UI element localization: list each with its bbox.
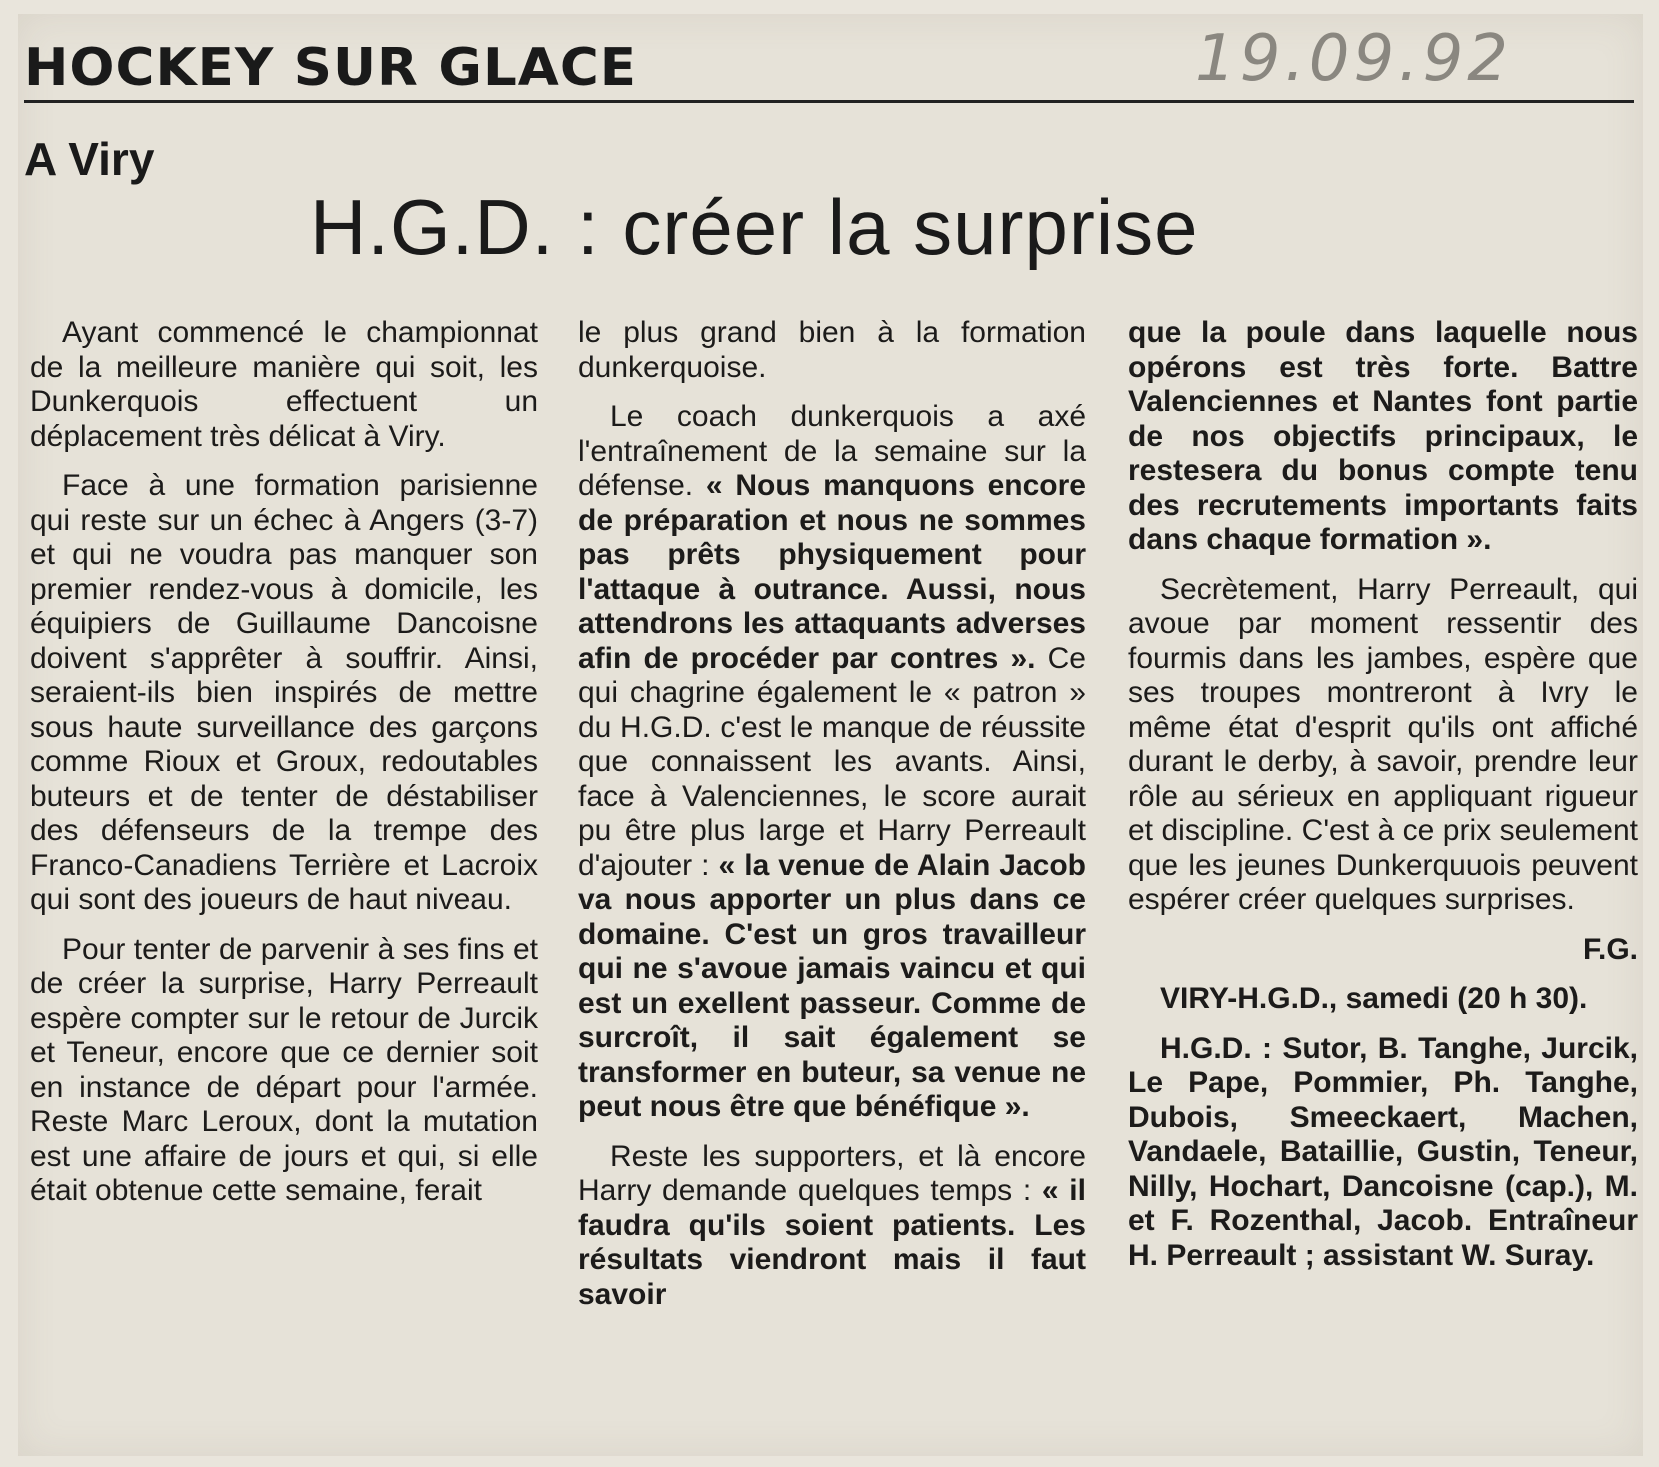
paragraph [578, 1140, 1086, 1313]
paragraph [578, 400, 1086, 1125]
quote: « Nous manquons encore de préparation et nous ne sommes pas prêts physiquement pour l'attaque à outrance. Aussi, nous attendrons les attaquants adverses afin de procéder par contres ». [578, 469, 1086, 675]
byline: F.G. [1582, 932, 1638, 966]
kicker: A Viry [24, 133, 155, 185]
text-run: Ce qui chagrine également le « patron » du H.G.D. c'est le manque de réussite que connaissent les avants. Ainsi, face à Valenciennes, le score aurait pu être plus large et Harry Perreault d'ajouter : [578, 641, 1086, 882]
header-rule [24, 100, 1634, 103]
paragraph: Face à une formation parisienne qui reste sur un échec à Angers (3-7) et qui ne voudra pas manquer son premier rendez-vous à domicile, les équipiers de Guillaume Dancoisne doivent s'apprêter à souffrir. Ainsi, seraient-ils bien inspirés de mettre sous haute surveillance des garçons comme Rioux et Groux, redoutables buteurs et de tenter de déstabiliser des défenseurs de la trempe des Franco-Canadiens Terrière et Lacroix qui sont des joueurs de haut niveau. [30, 469, 538, 916]
fixture: VIRY-H.G.D., samedi (20 h 30). [1160, 982, 1588, 1015]
article-column-2 [578, 316, 1086, 1327]
article-column-3 [1128, 316, 1638, 1288]
headline: H.G.D. : créer la surprise [310, 183, 1199, 271]
paragraph: Pour tenter de parvenir à ses fins et de créer la surprise, Harry Perreault espère compter sur le retour de Jurcik et Teneur, encore que ce dernier soit en instance de départ pour l'armée. Reste Marc Leroux, dont la mutation est une affaire de jours et qui, si elle était obtenue cette semaine, ferait [30, 932, 538, 1207]
quote: que la poule dans laquelle nous opérons est très forte. Battre Valenciennes et Nantes font partie de nos objectifs principaux, le restesera du bonus compte tenu des recrutements importants faits dans chaque formation ». [1128, 316, 1638, 556]
quote: « il faudra qu'ils soient patients. Les résultats viendront mais il faut savoir [578, 1174, 1086, 1311]
paragraph [1128, 316, 1638, 558]
paragraph: Ayant commencé le championnat de la meilleure manière qui soit, les Dunkerquois effectuent un déplacement très délicat à Viry. [30, 316, 538, 453]
article-column-1 [30, 316, 538, 1224]
paragraph: Secrètement, Harry Perreault, qui avoue par moment ressentir des fourmis dans les jambes, espère que ses troupes montreront à Ivry le même état d'esprit qu'ils ont affiché durant le derby, à savoir, prendre leur rôle au sérieux en appliquant rigueur et discipline. C'est à ce prix seulement que les jeunes Dunkerquuois peuvent espérer créer quelques surprises. [1128, 572, 1638, 916]
text-run: Le coach dunkerquois a axé l'entraînement de la semaine sur la défense. [578, 400, 1086, 502]
team-lineup: H.G.D. : Sutor, B. Tanghe, Jurcik, Le Pape, Pommier, Ph. Tanghe, Dubois, Smeeckaert, Machen, Vandaele, Bataillie, Gustin, Teneur, Nilly, Hochart, Dancoisne (cap.), M. et F. Rozenthal, Jacob. Entraîneur H. Perreault ; assistant W. Suray. [1128, 1031, 1638, 1272]
paragraph: le plus grand bien à la formation dunkerquoise. [578, 316, 1086, 384]
section-rubric: HOCKEY SUR GLACE [24, 38, 638, 98]
text-run: Reste les supporters, et là encore Harry demande quelques temps : [578, 1139, 1086, 1207]
quote: « la venue de Alain Jacob va nous apporter un plus dans ce domaine. C'est un gros travailleur qui ne s'avoue jamais vaincu et qui est un exellent passeur. Comme de surcroît, il sait également se transformer en buteur, sa venue ne peut nous être que bénéfique ». [578, 848, 1086, 1123]
handwritten-date: 19.09.92 [1195, 22, 1512, 96]
